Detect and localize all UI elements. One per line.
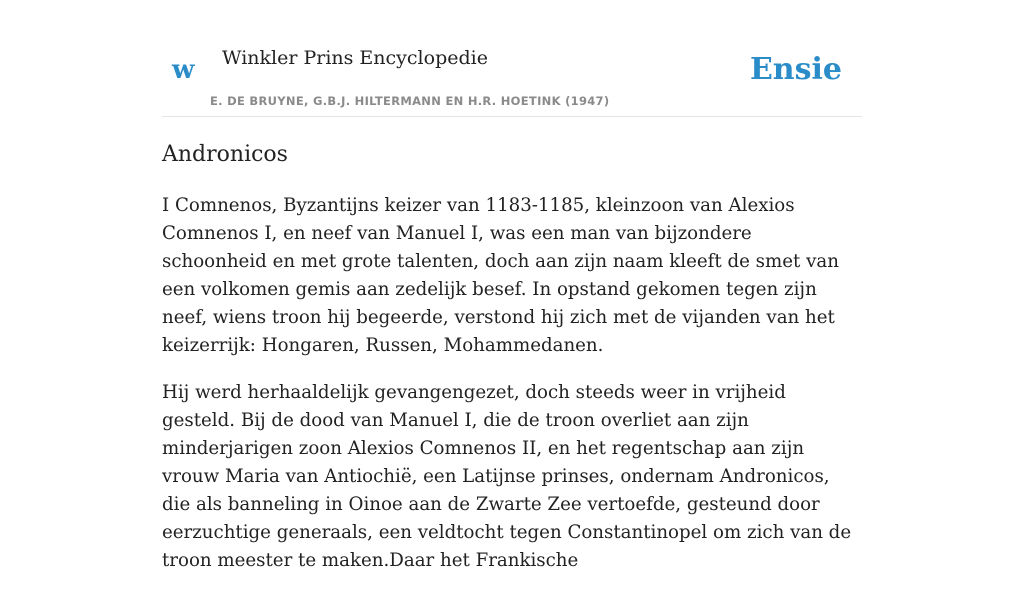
entry-paragraph-1: I Comnenos, Byzantijns keizer van 1183-1185, kleinzoon van Alexios Comnenos I, en neef van Manuel I, was een man van bijzondere schoonheid en met grote talenten, doch aan zijn naam kleeft de smet van een volkomen gemis aan zedelijk besef. In opstand gekomen tegen zijn neef, wiens troon hij begeerde, verstond hij zich met de vijanden van het keizerrijk: Hongaren, Russen, Mohammedanen. xyxy=(162,195,839,356)
logo-w-icon[interactable]: w xyxy=(172,55,195,85)
entry-paragraph-2: Hij werd herhaaldelijk gevangengezet, doch steeds weer in vrijheid gesteld. Bij de dood van Manuel I, die de troon overliet aan zijn minderjarigen zoon Alexios Comnenos II, en het regentschap aan zijn vrouw Maria van Antiochië, een Latijnse prinses, ondernam Andronicos, die als banneling in Oinoe aan de Zwarte Zee vertoefde, gesteund door eerzuchtige generaals, een veldtocht tegen Constantinopel om zich van de troon meester te maken.Daar het Frankische xyxy=(162,382,852,571)
entry-title: Andronicos xyxy=(162,142,288,167)
entry-body xyxy=(162,192,862,594)
authors-line: E. DE BRUYNE, G.B.J. HILTERMANN EN H.R. HOETINK (1947) xyxy=(210,94,610,108)
ensie-logo-link[interactable]: Ensie xyxy=(749,52,842,87)
encyclopedia-title-link[interactable]: Winkler Prins Encyclopedie xyxy=(222,47,488,69)
site-header xyxy=(162,0,862,117)
